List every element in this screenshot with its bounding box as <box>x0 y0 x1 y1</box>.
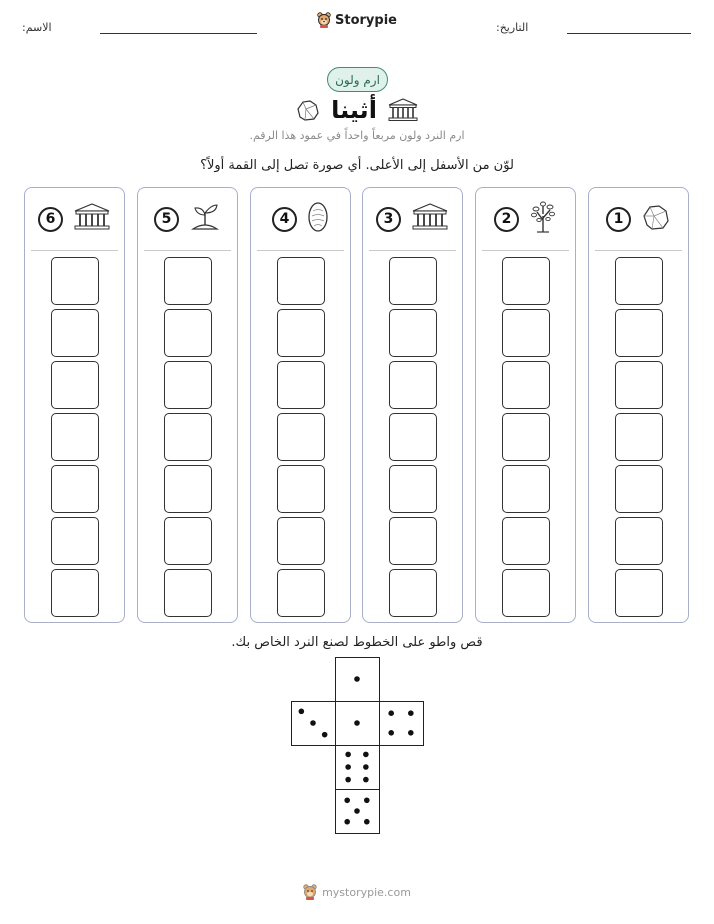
column-header <box>251 188 350 250</box>
color-square[interactable] <box>615 465 663 513</box>
color-square[interactable] <box>277 361 325 409</box>
column-header <box>476 188 575 250</box>
color-square[interactable] <box>615 257 663 305</box>
color-square[interactable] <box>615 413 663 461</box>
footer-url[interactable]: mystorypie.com <box>322 885 411 899</box>
die-pip <box>345 777 351 783</box>
color-square[interactable] <box>389 361 437 409</box>
column-number: 6 <box>38 207 63 232</box>
color-square[interactable] <box>502 257 550 305</box>
color-square[interactable] <box>389 517 437 565</box>
die-pip <box>345 764 351 770</box>
color-square[interactable] <box>164 413 212 461</box>
die-face-1 <box>335 657 380 702</box>
color-square[interactable] <box>502 413 550 461</box>
column-number: 2 <box>494 207 519 232</box>
die-pip <box>364 819 370 825</box>
die-pip <box>363 752 369 758</box>
olive-icon <box>307 201 329 237</box>
color-square[interactable] <box>389 465 437 513</box>
color-square[interactable] <box>51 257 99 305</box>
column-divider <box>31 250 118 251</box>
rock-icon <box>295 97 321 123</box>
color-square[interactable] <box>389 257 437 305</box>
die-pip <box>408 710 414 716</box>
column-number: 3 <box>376 207 401 232</box>
color-square[interactable] <box>502 309 550 357</box>
die-pip <box>354 676 360 682</box>
color-square[interactable] <box>615 569 663 617</box>
die-face-5 <box>335 789 380 834</box>
die-pip <box>354 808 360 814</box>
die-face-1 <box>335 701 380 746</box>
die-pip <box>363 764 369 770</box>
temple-icon <box>411 202 449 236</box>
color-square[interactable] <box>51 569 99 617</box>
column-number: 1 <box>606 207 631 232</box>
die-pip <box>344 797 350 803</box>
column-divider <box>369 250 456 251</box>
color-square[interactable] <box>51 361 99 409</box>
sprout-icon <box>189 201 221 237</box>
column-header <box>363 188 462 250</box>
column-3 <box>362 187 463 623</box>
olive-tree-icon <box>529 200 557 238</box>
column-6 <box>24 187 125 623</box>
column-header <box>589 188 688 250</box>
brand-logo <box>0 12 714 28</box>
column-divider <box>595 250 682 251</box>
die-face-4 <box>379 701 424 746</box>
bear-mascot-icon <box>303 884 317 900</box>
column-1 <box>588 187 689 623</box>
die-face-6 <box>335 745 380 790</box>
color-square[interactable] <box>164 465 212 513</box>
color-square[interactable] <box>277 309 325 357</box>
color-square[interactable] <box>51 309 99 357</box>
column-header <box>138 188 237 250</box>
date-label: التاريخ: <box>496 21 529 34</box>
color-square[interactable] <box>502 517 550 565</box>
bear-mascot-icon <box>317 12 331 28</box>
color-square[interactable] <box>277 257 325 305</box>
color-square[interactable] <box>277 413 325 461</box>
die-face-3 <box>291 701 336 746</box>
footer <box>0 884 714 900</box>
color-square[interactable] <box>502 465 550 513</box>
die-pip <box>322 732 328 738</box>
color-square[interactable] <box>615 361 663 409</box>
column-5 <box>137 187 238 623</box>
die-pip <box>363 777 369 783</box>
rock-icon <box>641 202 671 236</box>
column-divider <box>257 250 344 251</box>
color-square[interactable] <box>51 465 99 513</box>
die-pip <box>388 730 394 736</box>
color-square[interactable] <box>615 309 663 357</box>
column-4 <box>250 187 351 623</box>
page-title: أثينا <box>331 96 377 124</box>
die-pip <box>364 797 370 803</box>
color-square[interactable] <box>51 413 99 461</box>
color-square[interactable] <box>164 257 212 305</box>
color-square[interactable] <box>51 517 99 565</box>
die-pip <box>354 720 360 726</box>
column-divider <box>144 250 231 251</box>
color-square[interactable] <box>164 309 212 357</box>
color-square[interactable] <box>277 569 325 617</box>
name-line[interactable] <box>100 33 257 34</box>
subtitle: ارم النرد ولون مربعاً واحداً في عمود هذا الرقم. <box>249 129 465 142</box>
die-pip <box>344 819 350 825</box>
color-square[interactable] <box>164 569 212 617</box>
temple-icon <box>73 202 111 236</box>
color-square[interactable] <box>502 569 550 617</box>
die-pip <box>388 710 394 716</box>
die-pip <box>299 709 305 715</box>
cut-instruction: قص واطو على الخطوط لصنع النرد الخاص بك. <box>231 635 483 650</box>
color-square[interactable] <box>389 309 437 357</box>
title-row <box>0 92 714 128</box>
activity-badge: ارم ولون <box>327 67 388 92</box>
color-square[interactable] <box>502 361 550 409</box>
color-square[interactable] <box>389 413 437 461</box>
color-square[interactable] <box>164 517 212 565</box>
instruction: لوّن من الأسفل إلى الأعلى. أي صورة تصل إلى القمة أولاً؟ <box>200 158 514 173</box>
color-square[interactable] <box>277 517 325 565</box>
color-square[interactable] <box>615 517 663 565</box>
date-line[interactable] <box>567 33 691 34</box>
column-divider <box>482 250 569 251</box>
brand-name: Storypie <box>335 12 397 28</box>
die-pip <box>345 752 351 758</box>
color-square[interactable] <box>277 465 325 513</box>
die-pip <box>408 730 414 736</box>
temple-icon <box>387 97 419 123</box>
color-square[interactable] <box>164 361 212 409</box>
color-square[interactable] <box>389 569 437 617</box>
column-number: 4 <box>272 207 297 232</box>
name-label: الاسم: <box>22 21 52 34</box>
column-header <box>25 188 124 250</box>
die-pip <box>310 720 316 726</box>
column-2 <box>475 187 576 623</box>
column-number: 5 <box>154 207 179 232</box>
